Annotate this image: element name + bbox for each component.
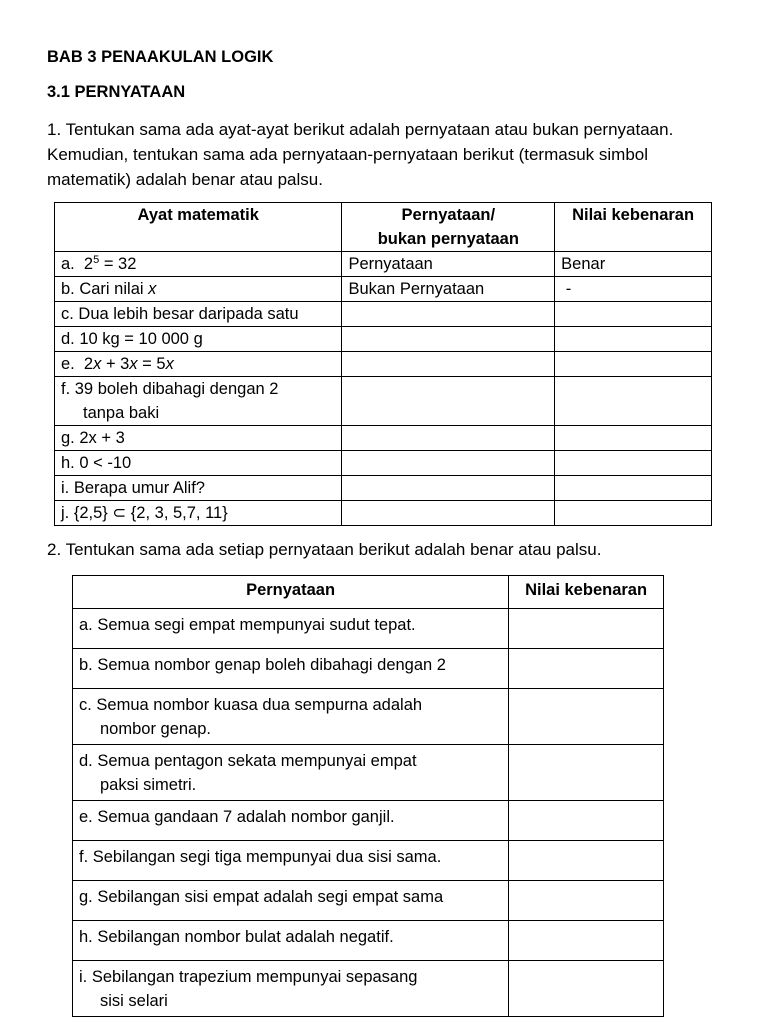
truth-value-cell[interactable] xyxy=(555,377,712,426)
truth-value-table xyxy=(72,575,664,1017)
truth-value-cell[interactable] xyxy=(509,609,664,649)
statement-cell: e. 2x + 3x = 5x xyxy=(55,352,342,377)
table-row xyxy=(55,252,712,277)
table-row xyxy=(55,277,712,302)
truth-value-cell[interactable]: Benar xyxy=(555,252,712,277)
statement-cell: i. Berapa umur Alif? xyxy=(55,476,342,501)
table-row xyxy=(55,302,712,327)
table-row xyxy=(55,501,712,526)
table-row xyxy=(55,426,712,451)
table-row xyxy=(73,921,664,961)
table-row xyxy=(73,649,664,689)
statement-line1: d. Semua pentagon sekata mempunyai empat xyxy=(79,752,417,770)
statement-cell xyxy=(73,961,509,1017)
truth-value-cell[interactable] xyxy=(555,277,712,302)
statement-cell xyxy=(55,277,342,302)
statement-cell: e. Semua gandaan 7 adalah nombor ganjil. xyxy=(73,801,509,841)
truth-value-cell[interactable] xyxy=(555,476,712,501)
classification-cell[interactable]: Bukan Pernyataan xyxy=(342,277,555,302)
statement-line1: c. Semua nombor kuasa dua sempurna adalah xyxy=(79,696,423,714)
classification-cell[interactable] xyxy=(342,501,555,526)
statement-line2: tanpa baki xyxy=(83,404,160,422)
statement-line1: i. Sebilangan trapezium mempunyai sepasang xyxy=(79,968,418,986)
truth-value-cell[interactable] xyxy=(555,352,712,377)
statement-classification-table xyxy=(54,202,712,526)
statement-cell: d. 10 kg = 10 000 g xyxy=(55,327,342,352)
classification-cell[interactable] xyxy=(342,451,555,476)
truth-value-cell[interactable] xyxy=(509,801,664,841)
statement-cell: g. Sebilangan sisi empat adalah segi empat sama xyxy=(73,881,509,921)
chapter-title: BAB 3 PENAAKULAN LOGIK xyxy=(47,48,274,66)
table-row xyxy=(73,609,664,649)
statement-cell: h. Sebilangan nombor bulat adalah negatif. xyxy=(73,921,509,961)
statement-cell: g. 2x + 3 xyxy=(55,426,342,451)
table-row xyxy=(73,881,664,921)
statement-line2: paksi simetri. xyxy=(100,776,197,794)
truth-value-cell[interactable] xyxy=(555,327,712,352)
truth-value-cell[interactable] xyxy=(509,921,664,961)
table-row xyxy=(55,377,712,426)
statement-cell: a. $2^5 = 32$ xyxy=(55,252,342,277)
truth-value-cell[interactable] xyxy=(555,451,712,476)
table-row xyxy=(55,476,712,501)
header-pernyataan xyxy=(342,203,555,252)
statement-cell: j. {2,5} ⊂ {2, 3, 5,7, 11} xyxy=(55,501,342,526)
statement-line2: sisi selari xyxy=(100,992,168,1010)
truth-value-cell[interactable] xyxy=(509,881,664,921)
classification-cell[interactable] xyxy=(342,327,555,352)
statement-text: b. Cari nilai xyxy=(61,280,149,298)
statement-cell: b. Semua nombor genap boleh dibahagi dengan 2 xyxy=(73,649,509,689)
table-header-row xyxy=(73,576,664,609)
statement-line2: nombor genap. xyxy=(100,720,211,738)
header-pernyataan-line1: Pernyataan/ xyxy=(401,206,496,224)
table-row xyxy=(55,327,712,352)
statement-cell: f. Sebilangan segi tiga mempunyai dua sisi sama. xyxy=(73,841,509,881)
statement-cell: c. Dua lebih besar daripada satu xyxy=(55,302,342,327)
truth-value-cell[interactable] xyxy=(509,689,664,745)
truth-value-cell[interactable] xyxy=(509,841,664,881)
header-nilai-kebenaran: Nilai kebenaran xyxy=(555,203,712,252)
truth-value-cell[interactable] xyxy=(555,302,712,327)
header-pernyataan-line2: bukan pernyataan xyxy=(377,230,519,248)
statement-cell xyxy=(73,689,509,745)
truth-value-cell[interactable] xyxy=(509,961,664,1017)
table-row xyxy=(55,352,712,377)
truth-value-cell[interactable] xyxy=(509,745,664,801)
statement-cell xyxy=(55,377,342,426)
truth-value-cell[interactable] xyxy=(555,426,712,451)
header-pernyataan: Pernyataan xyxy=(73,576,509,609)
table-row xyxy=(73,801,664,841)
header-ayat-matematik: Ayat matematik xyxy=(55,203,342,252)
table-row xyxy=(55,451,712,476)
truth-value-text: - xyxy=(565,280,572,298)
question-1-text: 1. Tentukan sama ada ayat-ayat berikut adalah pernyataan atau bukan pernyataan. Kemudian, tentukan sama ada pernyataan-pernyataan berikut (termasuk simbol matematik) adalah benar atau palsu. xyxy=(47,120,674,189)
table-row xyxy=(73,961,664,1017)
table-row xyxy=(73,689,664,745)
statement-cell: h. 0 < -10 xyxy=(55,451,342,476)
classification-cell[interactable] xyxy=(342,352,555,377)
statement-cell xyxy=(73,745,509,801)
classification-cell[interactable]: Pernyataan xyxy=(342,252,555,277)
question-2-text: 2. Tentukan sama ada setiap pernyataan berikut adalah benar atau palsu. xyxy=(47,540,602,559)
statement-cell: a. Semua segi empat mempunyai sudut tepat. xyxy=(73,609,509,649)
classification-cell[interactable] xyxy=(342,302,555,327)
statement-line1: f. 39 boleh dibahagi dengan 2 xyxy=(61,380,279,398)
classification-cell[interactable] xyxy=(342,426,555,451)
statement-variable: x xyxy=(148,280,157,298)
section-title: 3.1 PERNYATAAN xyxy=(47,83,186,101)
table-header-row xyxy=(55,203,712,252)
classification-cell[interactable] xyxy=(342,476,555,501)
table-row xyxy=(73,841,664,881)
table-row xyxy=(73,745,664,801)
truth-value-cell[interactable] xyxy=(555,501,712,526)
truth-value-cell[interactable] xyxy=(509,649,664,689)
header-nilai-kebenaran: Nilai kebenaran xyxy=(509,576,664,609)
classification-cell[interactable] xyxy=(342,377,555,426)
